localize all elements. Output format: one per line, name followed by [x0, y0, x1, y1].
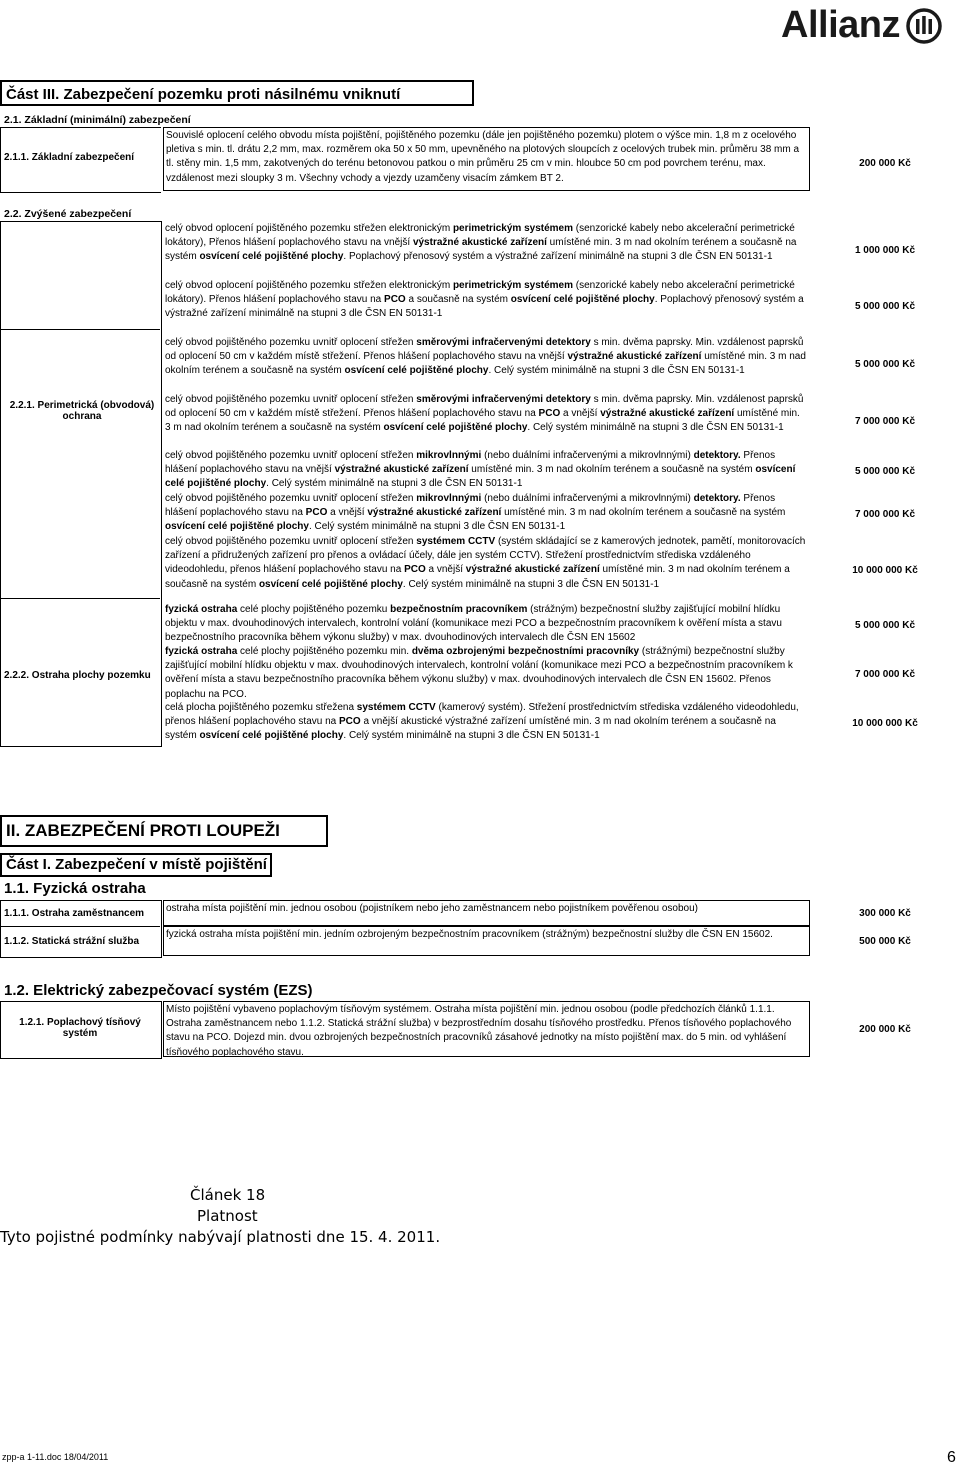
row-1-1-2-label: 1.1.2. Statická strážní služba	[4, 936, 140, 947]
row-2-2-2-a-text: fyzická ostraha celé plochy pojištěného pozemku bezpečnostním pracovníkem (strážným) bezpečnostní služby zajišťující mobilní hlídku objektu v max. dvouhodinových intervalech, kontrolní volání (komunikace mezi PCO a bezpečnostním pracovníkem k ověření místa a stavu bezpečnostního pracovníka během výkonu služby) v max. dvouhodinových intervalech dle ČSN EN 15602	[165, 604, 782, 644]
row-2-2-2-a-price: 5 000 000 Kč	[854, 620, 916, 631]
row-1-1-1-label: 1.1.1. Ostraha zaměstnancem	[4, 908, 145, 919]
section-1-2-heading: 1.2. Elektrický zabezpečovací systém (EZS)	[4, 982, 313, 999]
divider	[0, 329, 160, 330]
row-2-2-2-c-text: celá plocha pojištěného pozemku střežena systémem CCTV (kamerový systém). Střežení prostřednictvím střediska vzdáleného videodohledu, přenos hlášení poplachového stavu na PCO a vnější akustické výstražné zařízení umístěné min. 3 m nad okolním terénem a současně na systém osvícení celé pojištěné plochy. Celý systém minimálně na stupni 3 dle ČSN EN 50131-1	[165, 702, 799, 742]
row-1-2-1-label: 1.2.1. Poplachový tísňový systém	[19, 1017, 141, 1039]
article-title: Článek 18	[190, 1186, 266, 1204]
row-2-2-1-e-price: 10 000 000 Kč	[852, 565, 918, 576]
row-2-2-b-text: celý obvod oplocení pojištěného pozemku střežen elektronickým perimetrickým systémem (senzorické kabely nebo akcelerační perimetrické lokátory). Přenos hlášení poplachového stavu na PCO a současně na systém osvícení celé pojištěné plochy. Poplachový přenosový systém a výstražné zařízení minimálně na stupni 3 dle ČSN EN 50131-1	[165, 280, 804, 320]
page-number: 6	[947, 1449, 956, 1466]
row-2-2-1-e-text: celý obvod pojištěného pozemku uvnitř oplocení střežen systémem CCTV (systém skládající se z kamerových jednotek, pamětí, monitorovacích zařízení a přidružených zařízení pro přenos a ovládací účely, dále jen systém CCTV). Střežení prostřednictvím střediska vzdáleného videodohledu, přenos hlášení poplachového stavu na PCO a vnější výstražné akustické zařízení umístěné min. 3 m nad okolním terénem a současně na systém osvícení celé pojištěné plochy. Celý systém minimálně na stupni 3 dle ČSN EN 50131-1	[165, 536, 806, 590]
section-2-1-heading: 2.1. Základní (minimální) zabezpečení	[4, 114, 191, 126]
article-text: Tyto pojistné podmínky nabývají platnosti dne 15. 4. 2011.	[0, 1228, 441, 1246]
part-ii-title: II. ZABEZPEČENÍ PROTI LOUPEŽI	[0, 815, 328, 847]
row-2-2-2-c-price: 10 000 000 Kč	[852, 718, 918, 729]
divider	[0, 598, 160, 599]
row-2-2-1-b-text: celý obvod pojištěného pozemku uvnitř oplocení střežen směrovými infračervenými detektory s min. dvěma paprsky. Min. vzdálenost paprsků od oplocení 50 cm v každém místě střežení. Přenos hlášení poplachového stavu na PCO a vnější výstražné akustické zařízení umístěné min. 3 m nad okolním terénem a současně na systém osvícení celé pojištěné plochy. Celý systém minimálně na stupni 3 dle ČSN EN 50131-1	[165, 394, 804, 434]
part3-title: Část III. Zabezpečení pozemku proti násilnému vniknutí	[0, 80, 474, 106]
row-1-1-1-text: ostraha místa pojištění min. jednou osobou (pojistníkem nebo jeho zaměstnancem nebo pojistníkem pověřenou osobou)	[163, 900, 810, 926]
logo-text: Allianz	[781, 4, 900, 46]
row-1-1-2-text: fyzická ostraha místa pojištění min. jedním ozbrojeným bezpečnostním pracovníkem (strážným) bezpečnostní služby dle ČSN EN 15602.	[163, 926, 810, 956]
footer-file: zpp-a 1-11.doc 18/04/2011	[2, 1452, 109, 1462]
row-2-2-a-text: celý obvod oplocení pojištěného pozemku střežen elektronickým perimetrickým systémem (senzorické kabely nebo akcelerační perimetrické lokátory), Přenos hlášení poplachového stavu na vnější výstražné akustické zařízení umístěné min. 3 m nad okolním terénem a současně na systém osvícení celé pojištěné plochy. Poplachový přenosový systém a výstražné zařízení minimálně na stupni 3 dle ČSN EN 50131-1	[165, 223, 797, 263]
row-1-1-2-price: 500 000 Kč	[859, 936, 911, 947]
row-2-2-2-b-price: 7 000 000 Kč	[854, 669, 916, 680]
part-i-subtitle: Část I. Zabezpečení v místě pojištění	[0, 853, 272, 877]
row-2-1-1-price: 200 000 Kč	[859, 158, 911, 169]
article-subtitle: Platnost	[197, 1207, 258, 1225]
label-2-2-1: 2.2.1. Perimetrická (obvodová) ochrana	[9, 400, 155, 422]
row-1-2-1-price: 200 000 Kč	[859, 1024, 911, 1035]
row-2-2-b-price: 5 000 000 Kč	[854, 301, 916, 312]
row-1-1-1-price: 300 000 Kč	[859, 908, 911, 919]
divider	[0, 926, 160, 927]
row-2-2-a-price: 1 000 000 Kč	[854, 245, 916, 256]
row-2-2-1-d-price: 7 000 000 Kč	[854, 509, 916, 520]
row-2-2-1-b-price: 7 000 000 Kč	[854, 416, 916, 427]
allianz-logo	[781, 4, 942, 47]
row-1-2-1-text: Místo pojištění vybaveno poplachovým tísňovým systémem. Ostraha místa pojištění min. jednou osobou (podle předchozích článků 1.1.1. Ostraha zaměstnancem nebo 1.1.2. Statická strážní služba) v bezprostředním dosahu tísňového prostředku. Přenos tísňového poplachového stavu na PCO. Dojezd min. dvou ozbrojených bezpečnostních pracovníků zásahové jednotky na místo pojištění max. do 5 min. od vyhlášení tísňového poplachového stavu.	[163, 1001, 810, 1057]
row-2-2-1-a-text: celý obvod pojištěného pozemku uvnitř oplocení střežen směrovými infračervenými detektory s min. dvěma paprsky. Min. vzdálenost paprsků od oplocení 50 cm v každém místě střežení. Přenos hlášení poplachového stavu na vnější výstražné akustické zařízení umístěné min. 3 m nad okolním terénem a současně na systém osvícení celé pojištěné plochy. Celý systém minimálně na stupni 3 dle ČSN EN 50131-1	[165, 337, 806, 377]
row-2-1-1-text: Souvislé oplocení celého obvodu místa pojištění, pojištěného pozemku (dále jen pojištěného pozemku) plotem o výšce min. 1,8 m z ocelového pletiva s min. tl. drátu 2,2 mm, max. rozměrem oka 50 x 50 mm, upevněného na plotových sloupcích z ocelových trubek min. průměru 38 mm a tl. stěny min. 1,5 mm, zakotvených do terénu betonovou patkou o min průměru 25 cm v min. hloubce 50 cm pod povrchem terénu, max. vzdálenost mezi sloupky 3 m. Všechny vchody a vjezdy uzamčeny visacím zámkem BT 2.	[163, 127, 810, 191]
section-2-2-heading: 2.2. Zvýšené zabezpečení	[4, 208, 132, 220]
row-2-2-1-a-price: 5 000 000 Kč	[854, 359, 916, 370]
section-2-2-label-column	[0, 221, 162, 747]
section-1-1-heading: 1.1. Fyzická ostraha	[4, 880, 146, 897]
row-2-2-1-d-text: celý obvod pojištěného pozemku uvnitř oplocení střežen mikrovlnnými (nebo duálními infračervenými a mikrovlnnými) detektory. Přenos hlášení poplachového stavu na PCO a vnější výstražné akustické zařízení umístěné min. 3 m nad okolním terénem a současně na systém osvícení celé pojištěné plochy. Celý systém minimálně na stupni 3 dle ČSN EN 50131-1	[165, 493, 786, 533]
allianz-eagle-icon	[906, 8, 942, 44]
row-2-1-1-label: 2.1.1. Základní zabezpečení	[4, 152, 135, 163]
row-2-2-1-c-price: 5 000 000 Kč	[854, 466, 916, 477]
row-2-2-2-b-text: fyzická ostraha celé plochy pojištěného pozemku min. dvěma ozbrojenými bezpečnostními pracovníky (strážnými) bezpečnostní služby zajišťující mobilní hlídku objektu v max. dvouhodinových intervalech, kontrolní volání (komunikace mezi PCO a bezpečnostním pracovníkem k ověření místa a stavu bezpečnostního pracovníka během výkonu služby) v max. dvouhodinových intervalech dle ČSN EN 15602. Přenos poplachu na PCO.	[165, 646, 793, 700]
row-2-2-1-c-text: celý obvod pojištěného pozemku uvnitř oplocení střežen mikrovlnnými (nebo duálními infračervenými a mikrovlnnými) detektory. Přenos hlášení poplachového stavu na vnější výstražné akustické zařízení umístěné min. 3 m nad okolním terénem a současně na systém osvícení celé pojištěné plochy. Celý systém minimálně na stupni 3 dle ČSN EN 50131-1	[165, 450, 796, 490]
label-2-2-2: 2.2.2. Ostraha plochy pozemku	[4, 670, 151, 681]
